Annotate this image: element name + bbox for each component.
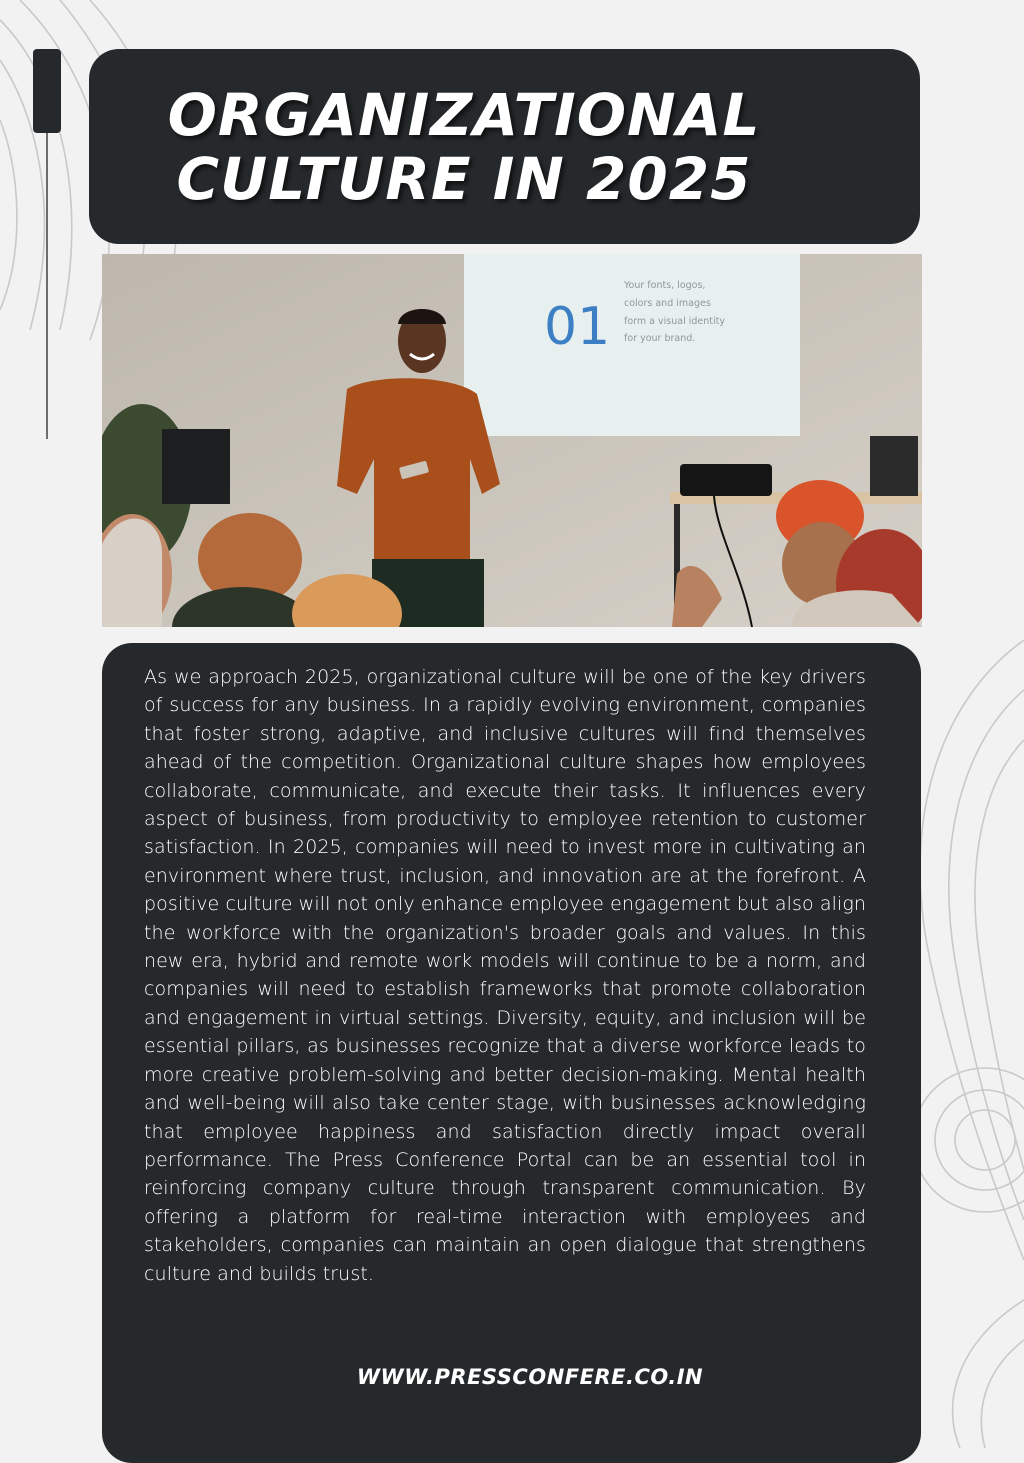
website-link[interactable]: WWW.PRESSCONFERE.CO.IN [356, 1365, 704, 1389]
slide-text-3: form a visual identity [624, 316, 725, 327]
slide-number: 01 [544, 297, 611, 357]
title-line-2: CULTURE IN 2025 [176, 145, 752, 213]
presentation-photo [102, 254, 922, 627]
slide-text-1: Your fonts, logos, [624, 280, 706, 291]
page-title [159, 83, 769, 211]
accent-line [46, 133, 48, 439]
title-line-1: ORGANIZATIONAL [167, 81, 761, 149]
accent-bar [33, 49, 61, 133]
article-panel [102, 643, 921, 1463]
projector [680, 464, 772, 496]
slide-text-4: for your brand. [624, 333, 696, 344]
article-body: As we approach 2025, organizational culture will be one of the key drivers of success for any business. In a rapidly evolving environment, companies that foster strong, adaptive, and inclusive cultures will find themselves ahead of the competition. Organizational culture shapes how employees collaborate, communicate, and execute their tasks. It influences every aspect of business, from productivity to employee retention to customer satisfaction. In 2025, companies will need to invest more in cultivating an environment where trust, inclusion, and innovation are at the forefront. A positive culture will not only enhance employee engagement but also align the workforce with the organization's broader goals and values. In this new era, hybrid and remote work models will continue to be a norm, and companies will need to establish frameworks that promote collaboration and engagement in virtual settings. Diversity, equity, and inclusion will be essential pillars, as businesses recognize that a diverse workforce leads to more creative problem-solving and better decision-making. Mental health and well-being will also take center stage, with businesses acknowledging that employee happiness and satisfaction directly impact overall performance. The Press Conference Portal can be an essential tool in reinforcing company culture through transparent communication. By offering a platform for real-time interaction with employees and stakeholders, companies can maintain an open dialogue that strengthens culture and builds trust. [144, 666, 866, 1285]
title-banner [89, 49, 920, 244]
slide-text-2: colors and images [624, 298, 711, 309]
